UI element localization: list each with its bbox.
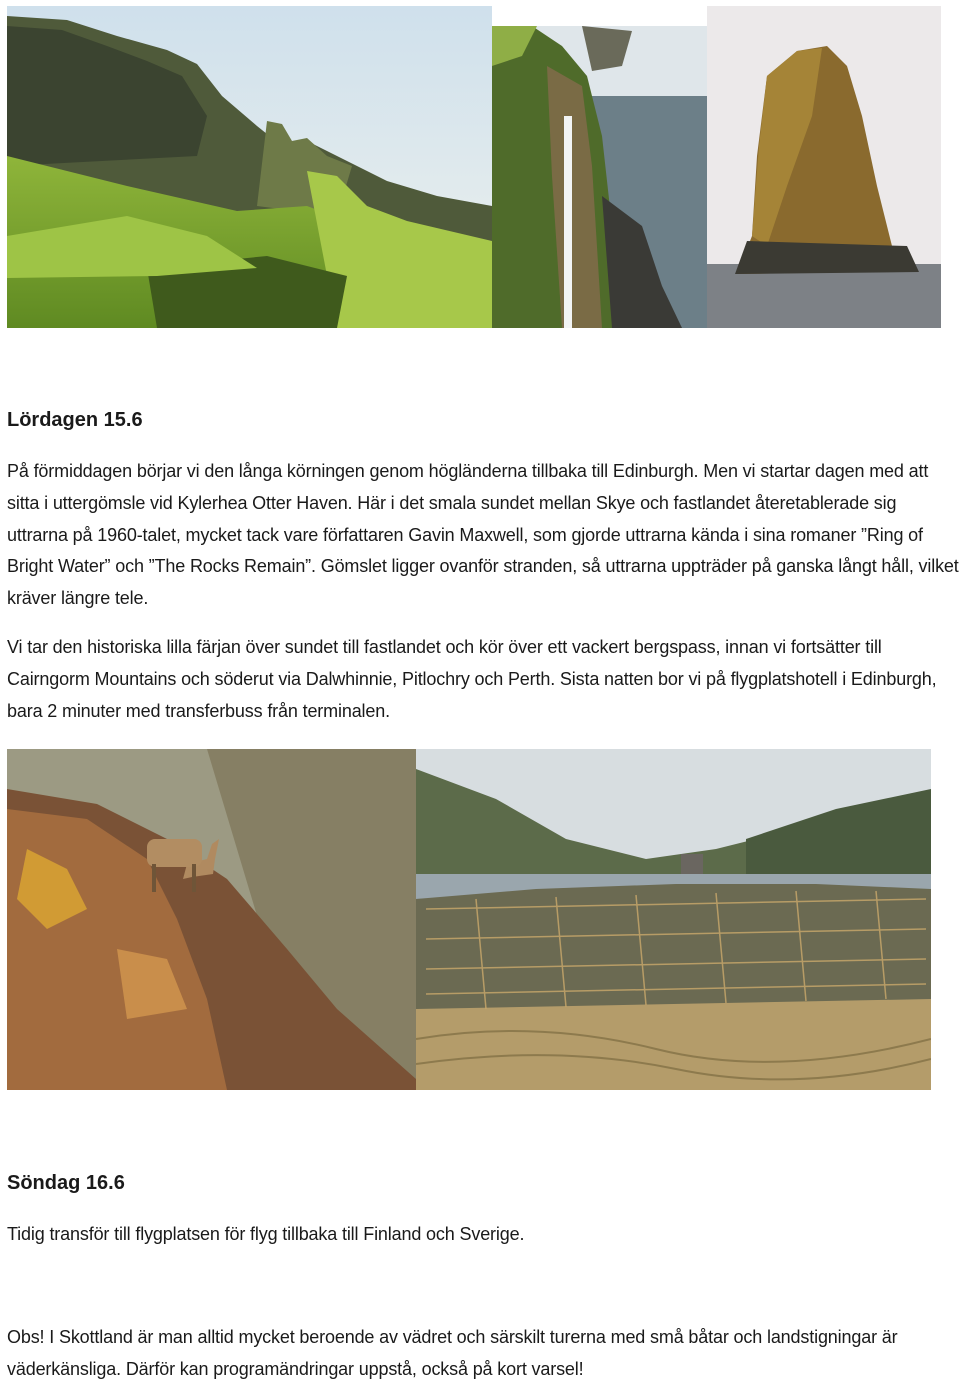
- highland-cliffs-photo: [7, 6, 492, 328]
- sunday-paragraph: Tidig transför till flygplatsen för flyg tillbaka till Finland och Sverige.: [7, 1224, 525, 1244]
- saturday-paragraph-2: Vi tar den historiska lilla färjan över sundet till fastlandet och kör över ett vackert bergspass, innan vi fortsätter till Cairngorm Mountains och söderut via Dalwhinnie, Pitlochry och Perth. Sista natten bor vi på flygplatshotell i Edinburgh, bara 2 minuter med transferbuss från terminalen.: [7, 637, 937, 721]
- note-label: Obs!: [7, 1327, 45, 1347]
- sunday-heading: Söndag 16.6: [7, 1172, 125, 1194]
- note-text: I Skottland är man alltid mycket beroende av vädret och särskilt turerna med små båtar och landstigningar är väderkänsliga. Därför kan programändringar uppstå, också på kort varsel!: [7, 1327, 898, 1379]
- sea-stack-photo: [707, 6, 941, 328]
- note-paragraph: [7, 1322, 959, 1386]
- deer-on-rock-photo: [7, 749, 416, 1090]
- lobster-pots-castle-photo: [416, 749, 931, 1090]
- saturday-heading: Lördagen 15.6: [7, 409, 143, 431]
- saturday-paragraph-1: På förmiddagen börjar vi den långa körningen genom högländerna tillbaka till Edinburgh. Men vi startar dagen med att sitta i uttergömsle vid Kylerhea Otter Haven. Här i det smala sundet mellan Skye och fastlandet återetablerade sig uttrarna på 1960-talet, mycket tack vare författaren Gavin Maxwell, som gjorde uttrarna kända i sina romaner ”Ring of Bright Water” och ”The Rocks Remain”. Gömslet ligger ovanför stranden, så uttrarna uppträder på ganska långt håll, vilket kräver längre tele.: [7, 461, 959, 609]
- waterfall-cliff-photo: [492, 26, 707, 328]
